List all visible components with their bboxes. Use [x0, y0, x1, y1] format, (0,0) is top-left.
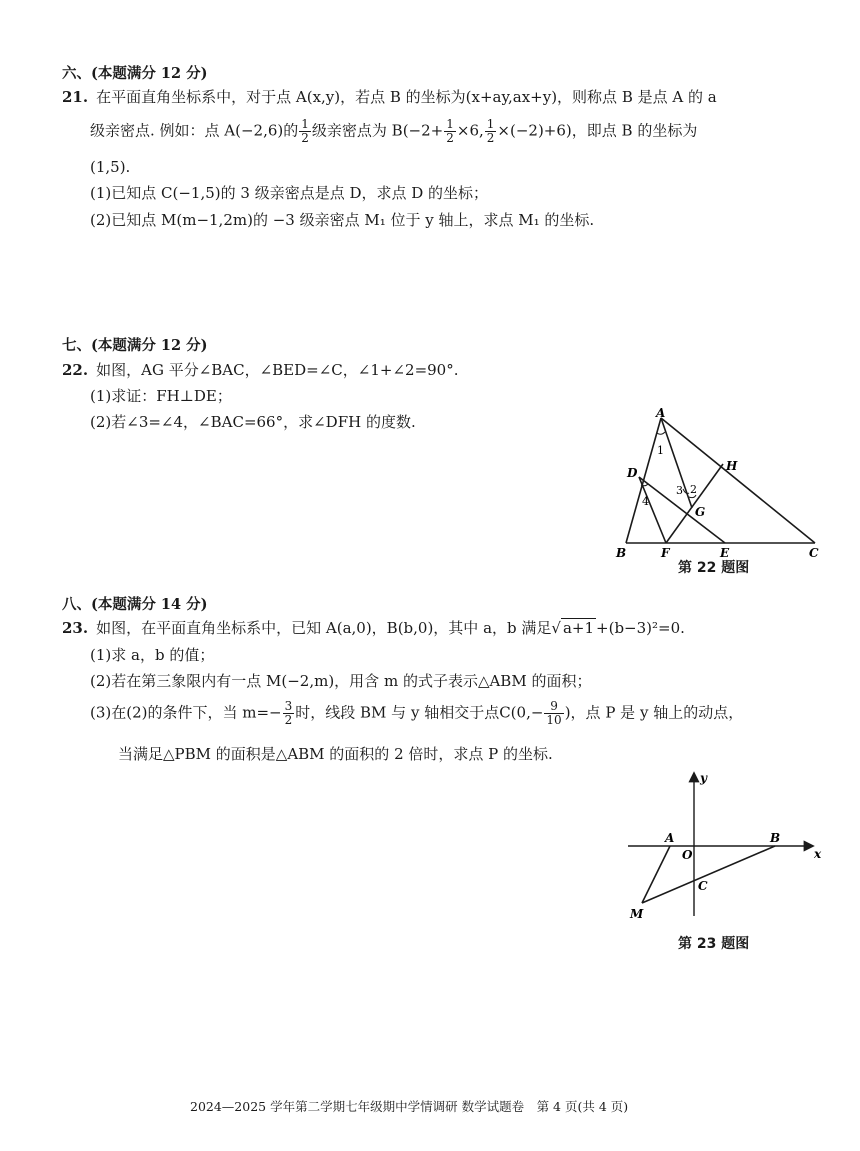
q23-stem-line: 23. 如图，在平面直角坐标系中，已知 A(a,0)，B(b,0)，其中 a，b 满足√ a+1 +(b−3)²=0. [62, 619, 685, 637]
figure-22 [610, 405, 830, 570]
figure-22-caption: 第 22 题图 [678, 560, 750, 576]
fig22-angle-1: 1 [657, 444, 664, 457]
fig23-label-x: x [814, 847, 822, 861]
q23-part3-line1 [90, 700, 743, 727]
q21-text-2a: 级亲密点. 例如：点 A(−2,6)的 [90, 121, 299, 140]
fig22-label-C: C [809, 546, 819, 560]
fig23-line-AM [642, 846, 670, 903]
fig22-angle-4: 4 [642, 495, 649, 508]
q23-frac-den: 2 [284, 713, 293, 727]
q23-p3d: )，点 P 是 y 轴上的动点， [564, 703, 744, 722]
q21-line3: (1,5). [90, 158, 131, 176]
q23-part3-line2: 当满足△PBM 的面积是△ABM 的面积的 2 倍时，求点 P 的坐标. [118, 745, 553, 763]
q21-line1 [62, 87, 717, 107]
section-6-heading: 六、(本题满分 12 分) [62, 65, 208, 82]
q21-number: 21. [62, 88, 89, 106]
q22-stem-line [62, 360, 459, 380]
q23-frac-9-10 [544, 700, 563, 727]
q23-sqrt: a+1 [562, 619, 595, 637]
q21-part2: (2)已知点 M(m−1,2m)的 −3 级亲密点 M₁ 位于 y 轴上，求点 M₁ 的坐标. [90, 211, 595, 229]
fig22-angle-2: 2 [690, 483, 697, 496]
q21-text-2d: ×(−2)+6)，即点 B 的坐标为 [497, 121, 698, 140]
fig23-line-MB [642, 846, 775, 903]
fig22-label-H: H [726, 459, 738, 473]
section-7-heading: 七、(本题满分 12 分) [62, 337, 208, 354]
q23-p3a: (3)在(2)的条件下，当 m=− [90, 703, 282, 722]
figure-23 [620, 768, 830, 918]
fig23-label-y: y [700, 771, 707, 785]
q23-stem-b: +(b−3)²=0. [596, 619, 685, 637]
q23-number: 23. [62, 619, 89, 637]
q22-part1: (1)求证：FH⊥DE； [90, 387, 232, 405]
page-footer: 2024—2025 学年第二学期七年级期中学情调研 数学试题卷 第 4 页(共 4 页) [190, 1099, 629, 1114]
q23-p3c: C(0,− [499, 703, 544, 722]
fig22-label-A: A [656, 406, 666, 420]
q23-frac-num: 3 [284, 699, 293, 713]
fig23-label-B: B [770, 831, 781, 845]
q23-part1: (1)求 a，b 的值； [90, 646, 215, 664]
fig22-label-G: G [695, 505, 706, 519]
fig23-label-C: C [698, 879, 708, 893]
q22-part2: (2)若∠3=∠4，∠BAC=66°，求∠DFH 的度数. [90, 413, 416, 431]
fig22-label-D: D [627, 466, 638, 480]
fig22-label-B: B [616, 546, 627, 560]
fig23-label-A: A [665, 831, 675, 845]
q22-stem: 如图，AG 平分∠BAC，∠BED=∠C，∠1+∠2=90°. [96, 361, 459, 379]
q21-part1: (1)已知点 C(−1,5)的 3 级亲密点是点 D，求点 D 的坐标； [90, 184, 489, 202]
q23-frac2-num: 9 [544, 700, 563, 714]
fig22-angle-3: 3 [676, 484, 683, 497]
q22-number: 22. [62, 361, 89, 379]
fig23-label-O: O [682, 848, 693, 862]
fig22-line-AC [661, 418, 815, 543]
q23-frac2-den: 10 [546, 713, 562, 727]
q21-frac-half-3: $\frac{1}{2}$ [486, 117, 495, 145]
fig23-label-M: M [630, 907, 644, 918]
q21-text-2b: 级亲密点为 B(−2+ [311, 121, 444, 140]
q23-frac-3-2 [283, 700, 295, 727]
figure-23-caption: 第 23 题图 [678, 936, 750, 952]
q23-stem-a: 如图，在平面直角坐标系中，已知 A(a,0)，B(b,0)，其中 a，b 满足 [96, 619, 552, 637]
q23-p3b: 时，线段 BM 与 y 轴相交于点 [295, 703, 500, 722]
q21-frac-half-2: $\frac{1}{2}$ [446, 117, 454, 145]
q21-text-1: 在平面直角坐标系中，对于点 A(x,y)，若点 B 的坐标为(x+ay,ax+y)，则称点 B 是点 A 的 a [96, 88, 717, 106]
fig22-arc-1 [657, 432, 665, 434]
fig22-label-E: E [720, 546, 730, 560]
q21-frac-half-1: $\frac{1}{2}$ [301, 117, 309, 145]
q21-line2 [90, 118, 697, 145]
fig22-label-F: F [661, 546, 670, 560]
q21-text-2c: ×6, [456, 121, 484, 140]
q23-part2: (2)若在第三象限内有一点 M(−2,m)，用含 m 的式子表示△ABM 的面积； [90, 672, 592, 690]
section-8-heading: 八、(本题满分 14 分) [62, 596, 208, 613]
